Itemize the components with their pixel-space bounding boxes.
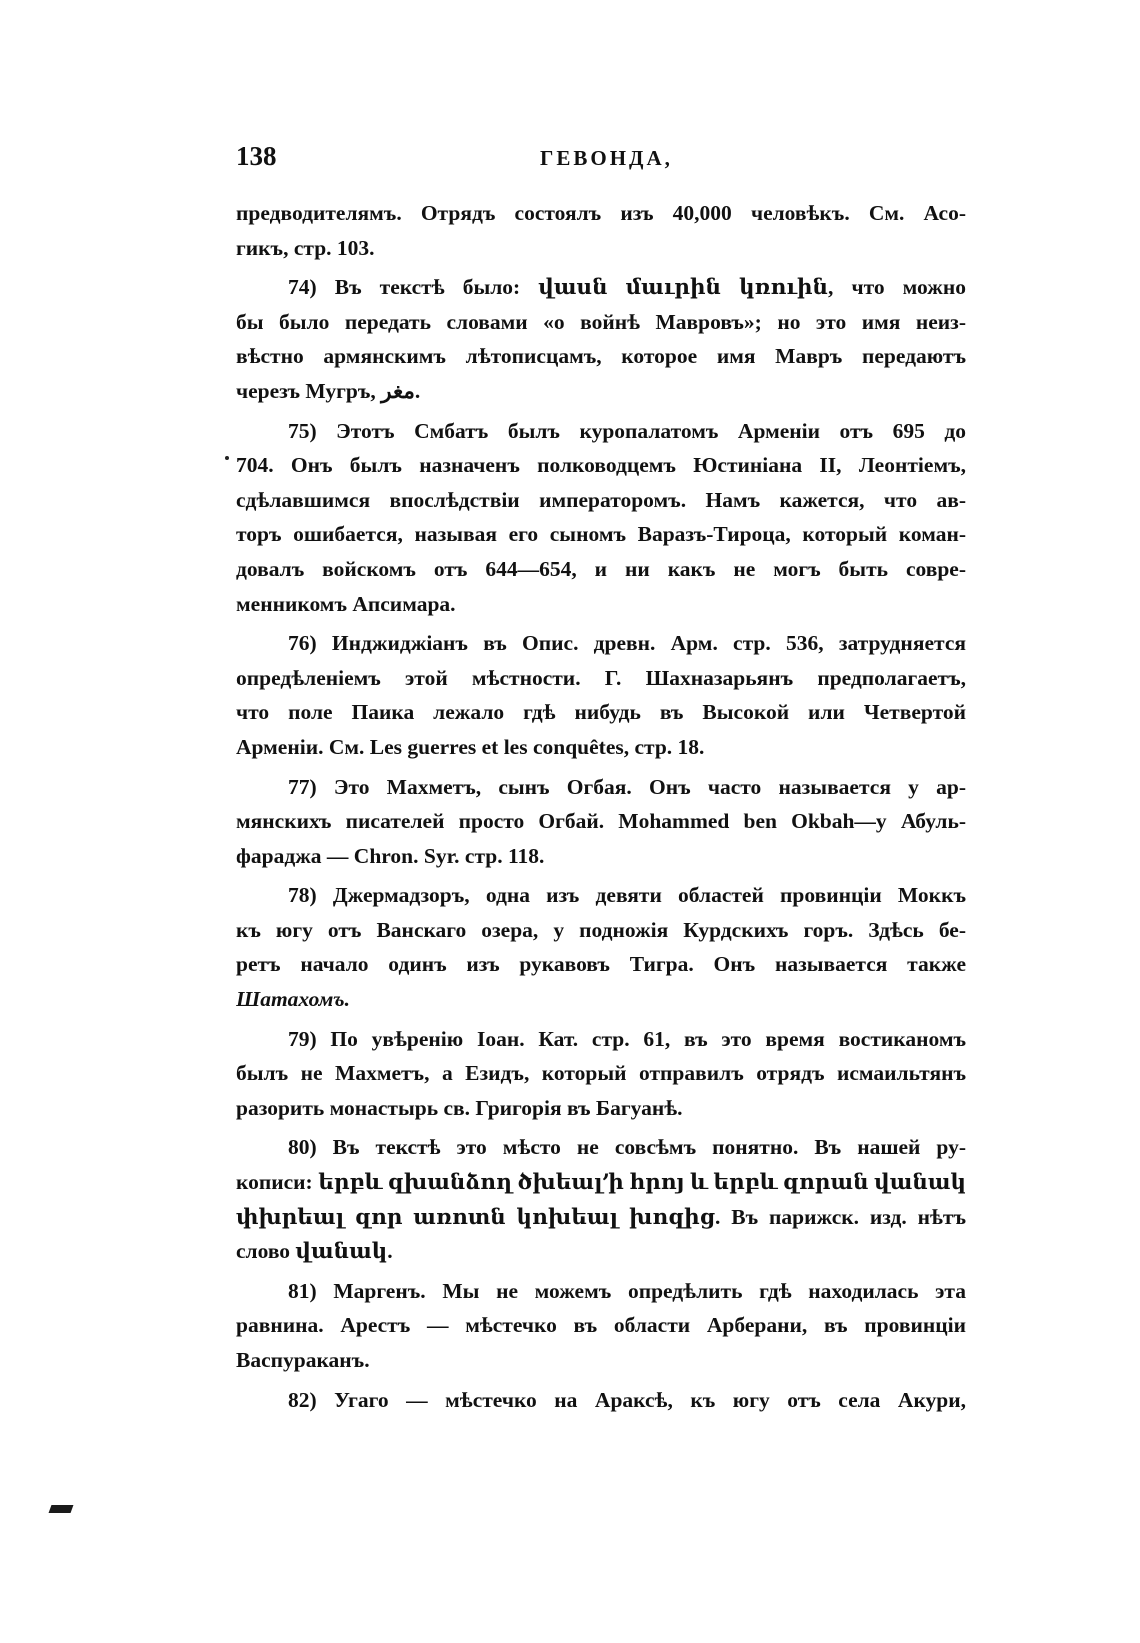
text-line: довалъ войскомъ отъ 644—654, и ни какъ не могъ быть совре-	[236, 556, 966, 581]
text-line: вѣстно армянскимъ лѣтописцамъ, которое имя Мавръ передаютъ	[236, 344, 966, 369]
note-79-line: 79) По увѣренію Іоан. Кат. стр. 61, въ это время востиканомъ	[288, 1026, 966, 1051]
footnotes-text	[236, 196, 966, 1417]
running-title: ГЕВОНДА,	[540, 146, 673, 170]
text-line: кописи: երբև զխանձող ծխեալ՚ի հրոյ և երբև զորան վանակ	[236, 1170, 966, 1195]
text-line: равнина. Арестъ — мѣстечко въ области Арберани, въ провинціи	[236, 1313, 966, 1338]
text-line: 704. Онъ былъ назначенъ полководцемъ Юстиніана II, Леонтіемъ,	[236, 453, 966, 478]
text-line: Шатахомъ.	[236, 987, 351, 1012]
page-number: 138	[236, 141, 277, 171]
note-81-line: 81) Маргенъ. Мы не можемъ опредѣлить гдѣ находилась эта	[288, 1278, 966, 1303]
note-82-line: 82) Угаго — мѣстечко на Араксѣ, къ югу отъ села Акури,	[288, 1387, 966, 1412]
text-line: Арменіи. См. Les guerres et les conquêtes, стр. 18.	[236, 734, 705, 759]
text-line: къ югу отъ Ванскаго озера, у подножія Курдскихъ горъ. Здѣсь бе-	[236, 917, 966, 942]
text-line: былъ не Махметъ, а Езидъ, который отправилъ отрядъ исмаильтянъ	[236, 1061, 966, 1086]
note-74-line: 74) Въ текстѣ было: վասն մաւրին կռուին, что можно	[288, 275, 966, 300]
text-line: փխրեալ զոր առոտն կոխեալ խոզից. Въ парижск. изд. нѣтъ	[236, 1204, 966, 1229]
text-line: что поле Паика лежало гдѣ нибудь въ Высокой или Четвертой	[236, 700, 966, 725]
text-line: опредѣленіемъ этой мѣстности. Г. Шахназарьянъ предполагаетъ,	[236, 665, 966, 690]
text-line: бы было передать словами «о войнѣ Мавровъ»; но это имя неиз-	[236, 309, 966, 334]
text-line: торъ ошибается, называя его сыномъ Варазъ-Тироца, который коман-	[236, 522, 966, 547]
text-line: сдѣлавшимся впослѣдствіи императоромъ. Намъ кажется, что ав-	[236, 487, 966, 512]
stray-ink-dot	[225, 456, 229, 460]
note-75-line: 75) Этотъ Смбатъ былъ куропалатомъ Арменіи отъ 695 до	[288, 418, 966, 443]
note-76-line: 76) Инджиджіанъ въ Опис. древн. Арм. стр. 536, затрудняется	[288, 631, 966, 656]
note-78-line: 78) Джермадзоръ, одна изъ девяти областей провинціи Моккъ	[288, 883, 966, 908]
text-line: черезъ Мугръ, مغر.	[236, 378, 421, 403]
text-line: гикъ, стр. 103.	[236, 235, 375, 260]
text-line: фараджа — Chron. Syr. стр. 118.	[236, 843, 545, 868]
text-line: мянскихъ писателей просто Огбай. Mohammed ben Okbah—у Абуль-	[236, 809, 966, 834]
text-line: менникомъ Апсимара.	[236, 591, 456, 616]
margin-dash-mark	[49, 1505, 74, 1513]
text-line: Васпураканъ.	[236, 1348, 370, 1372]
text-line: предводителямъ. Отрядъ состоялъ изъ 40,000 человѣкъ. См. Асо-	[236, 201, 966, 225]
text-line: слово վանակ.	[236, 1239, 393, 1264]
page-header	[236, 138, 966, 174]
note-80-line: 80) Въ текстѣ это мѣсто не совсѣмъ понятно. Въ нашей ру-	[288, 1135, 966, 1160]
text-line: разорить монастырь св. Григорія въ Багуанѣ.	[236, 1095, 683, 1120]
text-line: ретъ начало одинъ изъ рукавовъ Тигра. Онъ называется также	[236, 952, 966, 977]
note-77-line: 77) Это Махметъ, сынъ Огбая. Онъ часто называется у ар-	[288, 774, 966, 799]
